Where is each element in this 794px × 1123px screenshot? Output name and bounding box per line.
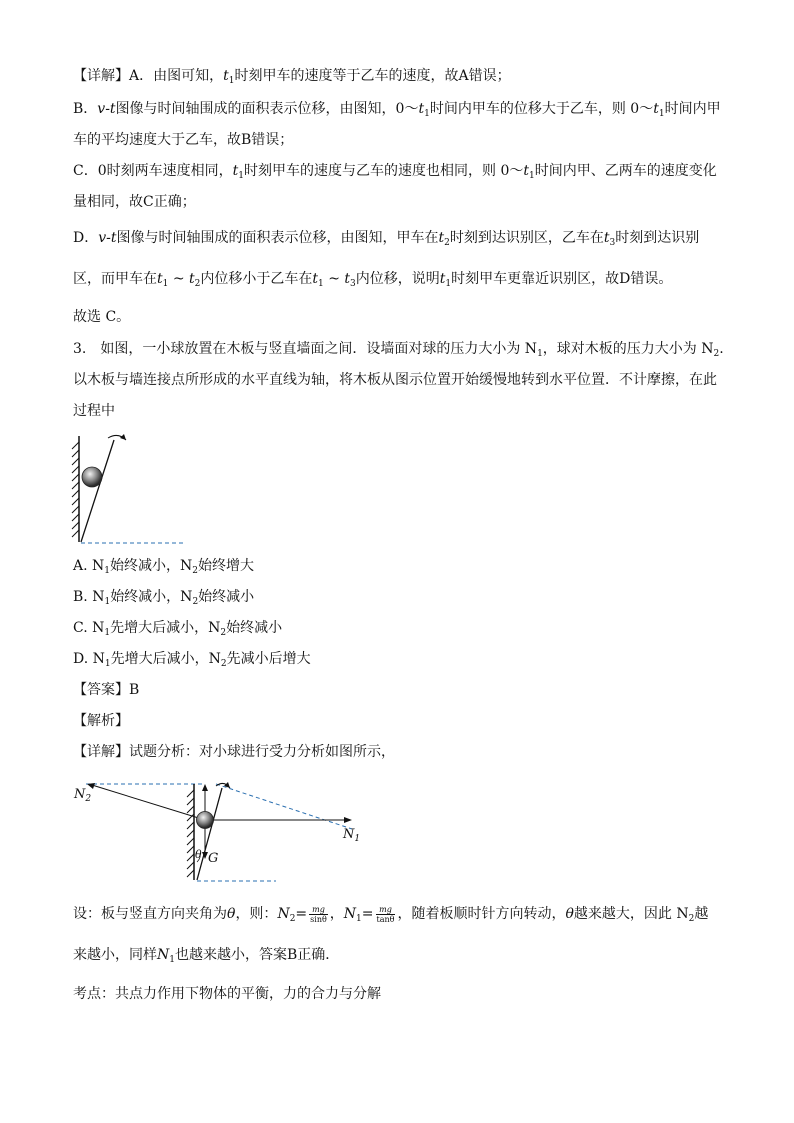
subscript: 1 bbox=[162, 279, 169, 289]
subscript: 1 bbox=[104, 597, 111, 607]
text: 来越小，同样 bbox=[73, 947, 157, 963]
text: 先增大后减小，N bbox=[110, 620, 221, 636]
text: 始终减小，N bbox=[110, 589, 193, 605]
n2-force-line bbox=[92, 785, 205, 820]
subscript: 1 bbox=[318, 279, 324, 289]
fraction-mg-sin bbox=[309, 905, 328, 924]
text: 先减小后增大 bbox=[226, 651, 311, 667]
wall-hatching bbox=[187, 790, 194, 877]
subscript: 2 bbox=[220, 659, 227, 669]
subscript: 1 bbox=[658, 109, 665, 119]
text: 时刻甲车的速度等于乙车的速度，故A错误； bbox=[234, 68, 511, 84]
denominator: tanθ bbox=[376, 914, 395, 924]
denominator: sinθ bbox=[310, 914, 327, 924]
numerator: mg bbox=[376, 905, 396, 915]
text: 图像与时间轴围成的面积表示位移，由图知，0～ bbox=[115, 101, 419, 117]
text: 始终减小 bbox=[198, 589, 255, 605]
option-d bbox=[73, 649, 311, 674]
text: 越来越大，因此 N bbox=[573, 906, 689, 922]
var-vt: v-t bbox=[97, 101, 116, 117]
text: 内位移，说明 bbox=[355, 271, 440, 287]
subscript: 2 bbox=[192, 597, 199, 607]
var-vt: v-t bbox=[98, 230, 117, 246]
analysis-heading: 【解析】 bbox=[73, 713, 129, 729]
text: 图像与时间轴围成的面积表示位移，由图知，甲车在 bbox=[116, 230, 439, 246]
var-t: t bbox=[312, 271, 319, 287]
text: D. N bbox=[73, 651, 105, 667]
text: 时刻到达识别区，乙车在 bbox=[449, 230, 604, 246]
subscript: 1 bbox=[537, 349, 543, 359]
subscript: 1 bbox=[104, 628, 111, 638]
text: 也越来越小，答案B正确． bbox=[174, 947, 340, 963]
wall-hatching bbox=[72, 442, 79, 537]
text: 始终减小 bbox=[226, 620, 283, 636]
n2-arrow-head-icon bbox=[87, 783, 95, 789]
text: B． bbox=[73, 101, 98, 117]
detail-c-line-2: 量相同，故C正确； bbox=[73, 194, 196, 210]
formula-line bbox=[73, 904, 708, 929]
subscript: 1 bbox=[169, 955, 175, 965]
detail-b-line-1 bbox=[73, 99, 721, 124]
text: C．0时刻两车速度相同， bbox=[73, 163, 233, 179]
var-n: N bbox=[343, 906, 357, 922]
text: . bbox=[719, 341, 724, 357]
var-t: t bbox=[344, 271, 351, 287]
n1-label: $N_1$ bbox=[343, 827, 361, 844]
text: 时刻甲车更靠近识别区，故D错误。 bbox=[451, 271, 673, 287]
numerator: mg bbox=[309, 905, 328, 915]
var-t: t bbox=[438, 230, 445, 246]
subscript: 2 bbox=[688, 914, 695, 924]
subscript: 1 bbox=[445, 279, 452, 289]
var-n: N bbox=[157, 947, 170, 963]
text: ， bbox=[329, 906, 344, 922]
subscript: 1 bbox=[356, 914, 362, 924]
subscript: 1 bbox=[104, 659, 111, 669]
var-t: t bbox=[189, 271, 195, 287]
text: ，球对木板的压力大小为 N bbox=[542, 341, 714, 357]
detail2-line: 【详解】试题分析：对小球进行受力分析如图所示， bbox=[73, 744, 395, 760]
fraction-mg-tan bbox=[376, 905, 396, 924]
detail-tag: 【详解】 bbox=[73, 68, 129, 84]
ball bbox=[197, 812, 214, 829]
subscript: 3 bbox=[609, 238, 616, 248]
var-t: t bbox=[418, 101, 425, 117]
board-line bbox=[197, 788, 222, 880]
text: ，随着板顺时针方向转动， bbox=[397, 906, 566, 922]
text: 内位移小于乙车在 bbox=[200, 271, 313, 287]
answer-line: 【答案】B bbox=[73, 682, 140, 698]
detail-b-line-2: 车的平均速度大于乙车，故B错误； bbox=[73, 132, 294, 148]
subscript: 1 bbox=[104, 566, 110, 576]
subscript: 2 bbox=[220, 628, 227, 638]
var-t: t bbox=[523, 163, 529, 179]
var-n: N bbox=[277, 906, 290, 922]
tilde: ~ bbox=[323, 271, 345, 287]
text: 区，而甲车在 bbox=[73, 271, 157, 287]
text: 时刻到达识别 bbox=[615, 230, 700, 246]
ball bbox=[82, 467, 102, 487]
n2-label: $N_2$ bbox=[74, 787, 92, 804]
detail-c-line-1 bbox=[73, 161, 717, 186]
text: 设：板与竖直方向夹角为 bbox=[73, 906, 227, 922]
option-b bbox=[73, 587, 254, 612]
var-theta: θ bbox=[565, 906, 574, 922]
subscript: 3 bbox=[350, 279, 356, 289]
option-c bbox=[73, 618, 282, 643]
subscript: 2 bbox=[192, 566, 198, 576]
subscript: 1 bbox=[228, 76, 235, 86]
ball-board-figure bbox=[66, 432, 186, 550]
q3-line-2: 以木板与墙连接点所形成的水平直线为轴，将木板从图示位置开始缓慢地转到水平位置．不计摩擦，在此 bbox=[73, 372, 717, 388]
text: A．由图可知， bbox=[129, 68, 224, 84]
g-label: G bbox=[208, 851, 219, 866]
var-t: t bbox=[439, 271, 446, 287]
subscript: 1 bbox=[238, 171, 244, 181]
var-theta: θ bbox=[227, 906, 236, 922]
var-t: t bbox=[232, 163, 239, 179]
n1-arrow-head-icon bbox=[344, 817, 352, 823]
choice-line: 故选 C。 bbox=[73, 309, 131, 325]
var-t: t bbox=[223, 68, 229, 84]
text: B. N bbox=[73, 589, 105, 605]
subscript: 2 bbox=[289, 914, 296, 924]
text: 3. 如图，一小球放置在木板与竖直墙面之间．设墙面对球的压力大小为 N bbox=[73, 341, 538, 357]
theta-label: θ bbox=[195, 848, 202, 861]
detail-a-line bbox=[73, 66, 511, 91]
detail-d-line-1 bbox=[73, 228, 699, 253]
text: 始终减小，N bbox=[110, 558, 193, 574]
text: 时间内甲、乙两车的速度变化 bbox=[534, 163, 717, 179]
board-line bbox=[81, 440, 114, 542]
subscript: 2 bbox=[444, 238, 450, 248]
equals: = bbox=[361, 906, 374, 922]
text: A. N bbox=[73, 558, 105, 574]
text: D． bbox=[73, 230, 99, 246]
option-a bbox=[73, 556, 254, 581]
var-t: t bbox=[603, 230, 610, 246]
slant-dashed-line bbox=[216, 784, 352, 829]
arrow-head-icon bbox=[120, 434, 126, 440]
text: 时间内甲 bbox=[664, 101, 721, 117]
text: 始终增大 bbox=[197, 558, 254, 574]
conclusion-line bbox=[73, 945, 339, 970]
text: 时间内甲车的位移大于乙车，则 0～ bbox=[429, 101, 654, 117]
text: ，则： bbox=[235, 906, 278, 922]
force-diagram bbox=[66, 772, 366, 890]
kaodian-line: 考点：共点力作用下物体的平衡，力的合力与分解 bbox=[73, 986, 381, 1002]
subscript: 2 bbox=[194, 279, 201, 289]
text: 越 bbox=[694, 906, 709, 922]
text: 先增大后减小，N bbox=[110, 651, 221, 667]
subscript: 1 bbox=[529, 171, 535, 181]
subscript: 1 bbox=[424, 109, 430, 119]
text: 时刻甲车的速度与乙车的速度也相同，则 0～ bbox=[244, 163, 524, 179]
tilde: ~ bbox=[168, 271, 190, 287]
equals: = bbox=[295, 906, 308, 922]
subscript: 2 bbox=[713, 349, 720, 359]
q3-line-3: 过程中 bbox=[73, 403, 115, 419]
q3-line-1 bbox=[73, 339, 724, 364]
var-t: t bbox=[653, 101, 659, 117]
var-t: t bbox=[157, 271, 163, 287]
detail-d-line-2 bbox=[73, 269, 672, 294]
up-arrow-head-icon bbox=[202, 784, 208, 791]
text: C. N bbox=[73, 620, 105, 636]
